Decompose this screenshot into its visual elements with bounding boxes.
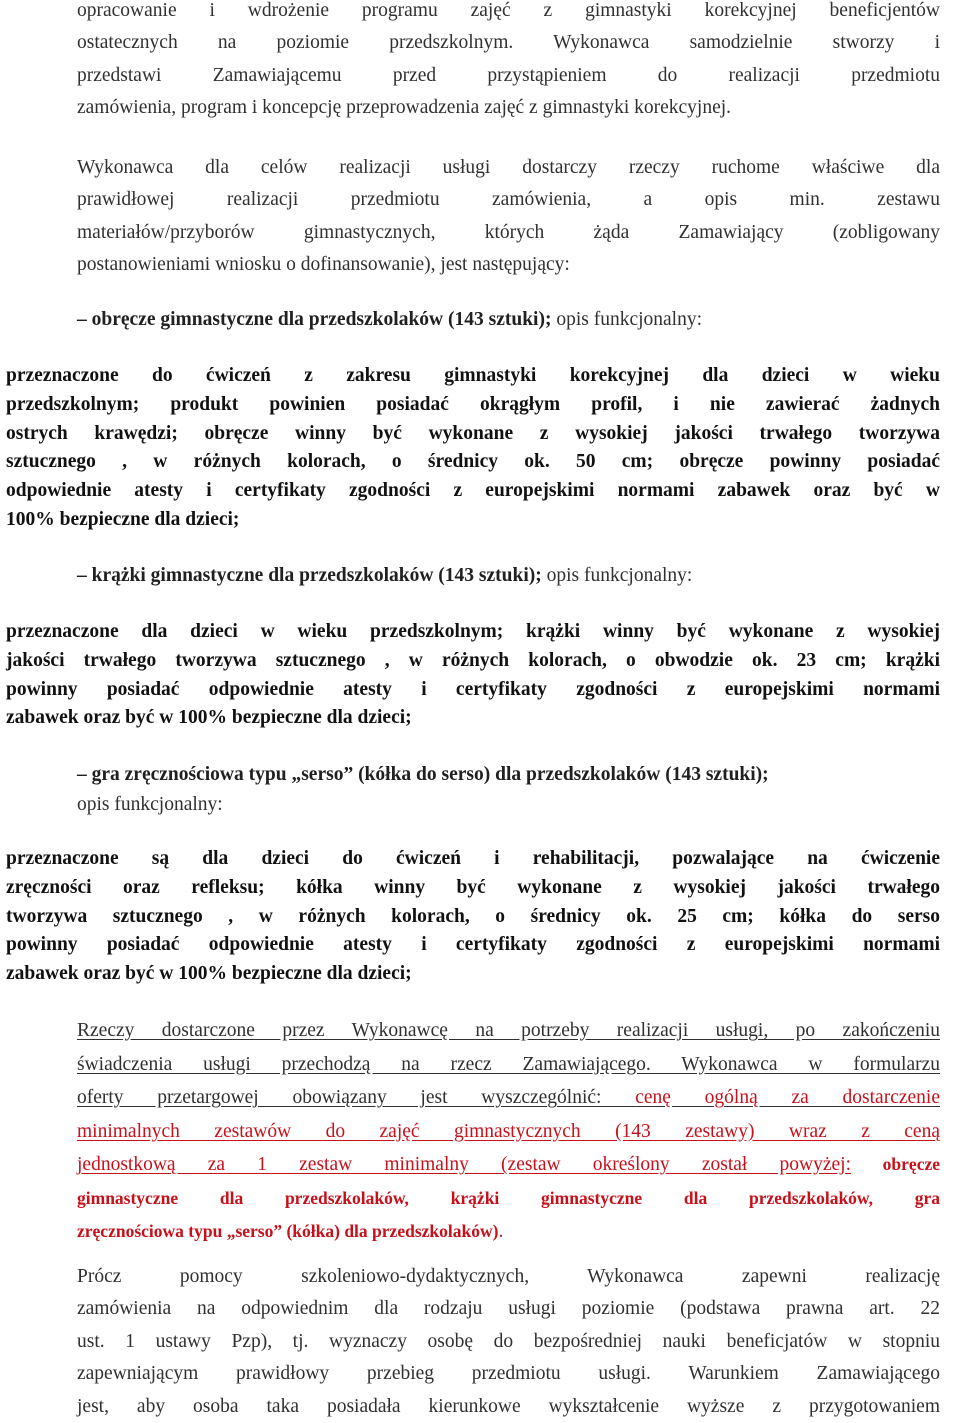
- text-segment-red: cenę ogólną za dostarczenie: [635, 1087, 940, 1108]
- text-line: odpowiednie atesty i certyfikaty zgodności z europejskimi normami zabawek oraz być w: [6, 480, 940, 502]
- text-segment: oferty przetargowej obowiązany jest wyszczególnić:: [77, 1087, 636, 1108]
- text-line: postanowieniami wniosku o dofinansowanie), jest następujący:: [77, 254, 570, 276]
- text-line: zabawek oraz być w 100% bezpieczne dla dzieci;: [6, 963, 412, 985]
- text-line: 100% bezpieczne dla dzieci;: [6, 508, 240, 530]
- item-discs-title: [77, 561, 957, 591]
- text-segment-red: .: [498, 1221, 504, 1242]
- text-line: ust. 1 ustawy Pzp), tj. wyznaczy osobę do bezpośredniej nauki beneficjatów w stopniu: [77, 1330, 940, 1352]
- text-line: zamówienia na odpowiednim dla rodzaju usługi poziomie (podstawa prawna art. 22: [77, 1298, 940, 1320]
- text-line: powinny posiadać odpowiednie atesty i certyfikaty zgodności z europejskimi normami: [6, 934, 940, 956]
- text-line: [77, 1215, 940, 1249]
- text-line: powinny posiadać odpowiednie atesty i certyfikaty zgodności z europejskimi normami: [6, 678, 940, 700]
- text-line: zamówienia, program i koncepcję przeprowadzenia zajęć z gimnastyki korekcyjnej.: [77, 97, 732, 119]
- item-hoops-title: [77, 305, 957, 335]
- text-line: przeznaczone do ćwiczeń z zakresu gimnastyki korekcyjnej dla dzieci w wieku: [6, 365, 940, 386]
- item-title: – obręcze gimnastyczne dla przedszkolaków (143 sztuki);: [77, 309, 552, 330]
- text-line: zapewniającym prawidłowy przebieg przedmiotu usługi. Warunkiem Zamawiającego: [77, 1363, 940, 1385]
- text-segment-red: jednostkową za 1 zestaw minimalny (zestaw określony został powyżej:: [77, 1154, 851, 1175]
- text-line-red-bold: [77, 1182, 940, 1216]
- item-serso-title: [77, 760, 957, 820]
- text-line: [77, 1081, 940, 1115]
- text-line: jakości trwałego tworzywa sztucznego , w różnych kolorach, o obwodzie ok. 23 cm; krążki: [6, 649, 940, 671]
- text-segment-red-bold: obręcze: [851, 1154, 940, 1174]
- text-line: ostatecznych na poziomie przedszkolnym. Wykonawca samodzielnie stworzy i: [77, 32, 940, 54]
- text-line: Wykonawca dla celów realizacji usługi dostarczy rzeczy ruchome właściwe dla: [77, 157, 940, 178]
- text-line: przeznaczone dla dzieci w wieku przedszkolnym; krążki winny być wykonane z wysokiej: [6, 621, 940, 642]
- text-segment-red-bold: zręcznościowa typu „serso” (kółka) dla przedszkolaków): [77, 1221, 499, 1241]
- text-line: opracowanie i wdrożenie programu zajęć z gimnastyki korekcyjnej beneficjentów: [77, 0, 940, 21]
- paragraph-ownership-pricing: [77, 1014, 940, 1249]
- text-line: prawidłowej realizacji przedmiotu zamówienia, a opis min. zestawu: [77, 189, 940, 211]
- text-line: przeznaczone są dla dzieci do ćwiczeń i rehabilitacji, pozwalające na ćwiczenie: [6, 848, 940, 869]
- text-line: tworzywa sztucznego , w różnych kolorach, o średnicy ok. 25 cm; kółka do serso: [6, 905, 940, 927]
- item-hoops-description: [6, 362, 940, 535]
- item-title: – gra zręcznościowa typu „serso” (kółka do serso) dla przedszkolaków (143 sztuki);: [77, 764, 769, 785]
- text-segment-red-bold: gimnastyczne dla przedszkolaków, krążki gimnastyczne dla przedszkolaków, gra: [77, 1187, 940, 1208]
- paragraph-program-intro: [77, 0, 940, 125]
- text-line: Rzeczy dostarczone przez Wykonawcę na potrzeby realizacji usługi, po zakończeniu: [77, 1020, 940, 1041]
- item-title: – krążki gimnastyczne dla przedszkolaków (143 sztuki);: [77, 565, 542, 586]
- item-suffix: opis funkcjonalny:: [551, 309, 703, 330]
- text-line: ostrych krawędzi; obręcze winny być wykonane z wysokiej jakości trwałego tworzywa: [6, 422, 940, 444]
- text-line: świadczenia usługi przechodzą na rzecz Zamawiającego. Wykonawca w formularzu: [77, 1053, 940, 1075]
- text-line-red: minimalnych zestawów do zajęć gimnastycznych (143 zestawy) wraz z ceną: [77, 1120, 940, 1142]
- item-suffix: opis funkcjonalny:: [541, 565, 693, 586]
- text-line: jest, aby osoba taka posiadała kierunkowe wykształcenie wyższe z przygotowaniem: [77, 1395, 940, 1417]
- text-line: przedstawi Zamawiającemu przed przystąpieniem do realizacji przedmiotu: [77, 64, 940, 86]
- text-line: Prócz pomocy szkoleniowo-dydaktycznych, Wykonawca zapewni realizację: [77, 1266, 940, 1287]
- item-suffix: opis funkcjonalny:: [77, 794, 223, 815]
- item-discs-description: [6, 618, 940, 733]
- paragraph-staffing: [77, 1261, 940, 1423]
- text-line: zręczności oraz refleksu; kółka winny być wykonane z wysokiej jakości trwałego: [6, 876, 940, 898]
- text-line: materiałów/przyborów gimnastycznych, których żąda Zamawiający (zobligowany: [77, 221, 940, 243]
- text-line: [77, 1148, 940, 1182]
- item-serso-description: [6, 845, 940, 989]
- text-line: przedszkolnym; produkt powinien posiadać okrągłym profil, i nie zawierać żadnych: [6, 393, 940, 415]
- paragraph-materials-intro: [77, 152, 940, 282]
- text-line: sztucznego , w różnych kolorach, o średnicy ok. 50 cm; obręcze powinny posiadać: [6, 451, 940, 473]
- text-line: zabawek oraz być w 100% bezpieczne dla dzieci;: [6, 707, 412, 729]
